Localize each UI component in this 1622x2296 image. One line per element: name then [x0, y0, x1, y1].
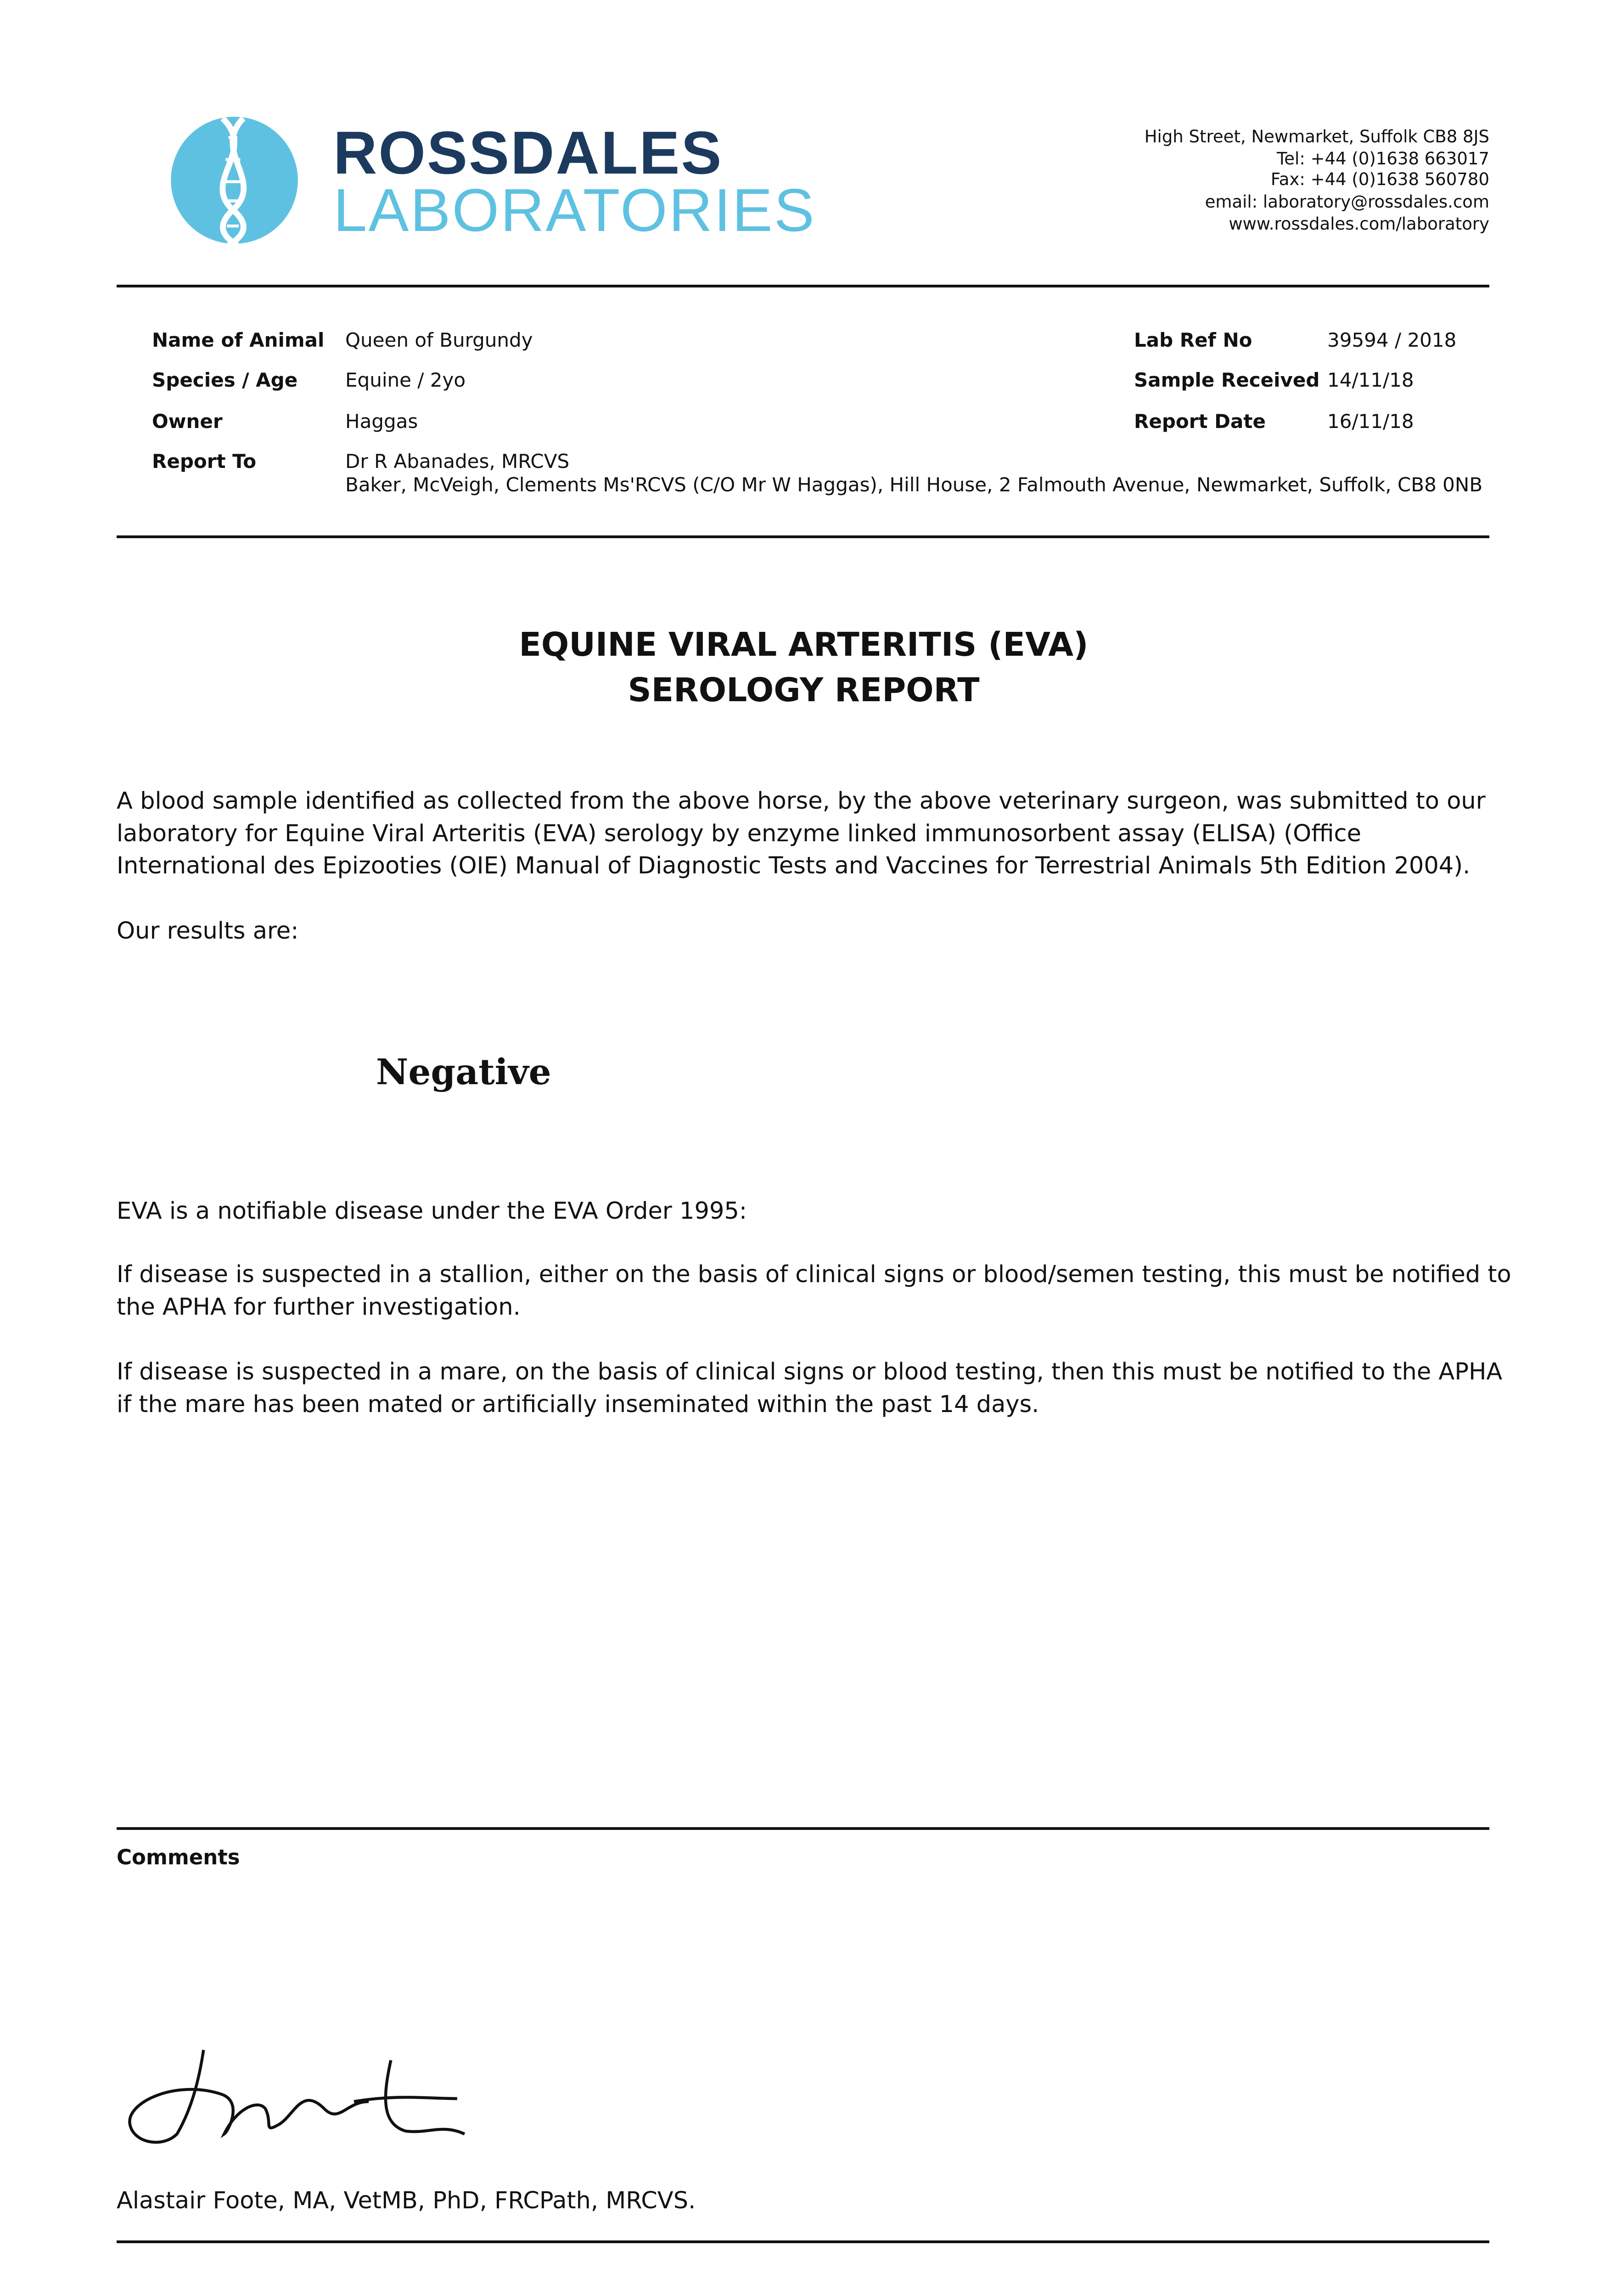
divider: [117, 1827, 1489, 1830]
intro-line: laboratory for Equine Viral Arteritis (EVA) serology by enzyme linked immunosorbent assay (ELISA) (Office: [117, 820, 1361, 847]
website-link[interactable]: www.rossdales.com/laboratory: [1229, 214, 1489, 234]
signature: [118, 2043, 472, 2153]
divider: [117, 535, 1489, 538]
received-label: Sample Received: [1134, 369, 1320, 391]
report-to-address: Baker, McVeigh, Clements Ms'RCVS (C/O Mr W Haggas), Hill House, 2 Falmouth Avenue, Newmarket, Suffolk, CB8 0NB: [345, 473, 1483, 496]
intro-line: A blood sample identified as collected from the above horse, by the above veterinary surgeon, was submitted to our: [117, 788, 1486, 815]
comments-label: Comments: [117, 1845, 240, 1869]
stallion-text: If disease is suspected in a stallion, either on the basis of clinical signs or blood/semen testing, this must be notified to: [117, 1261, 1511, 1288]
dna-helix-icon: [169, 115, 299, 245]
phone: Tel: +44 (0)1638 663017: [1276, 149, 1489, 169]
received-value: 14/11/18: [1327, 369, 1414, 391]
signatory-name: Alastair Foote, MA, VetMB, PhD, FRCPath, MRCVS.: [117, 2187, 696, 2214]
owner-label: Owner: [152, 410, 223, 433]
report-date-label: Report Date: [1134, 410, 1266, 433]
notifiable-text: EVA is a notifiable disease under the EVA Order 1995:: [117, 1198, 747, 1225]
mare-text: if the mare has been mated or artificially inseminated within the past 14 days.: [117, 1391, 1039, 1418]
logo-text-laboratories: LABORATORIES: [333, 176, 816, 244]
results-intro: Our results are:: [117, 917, 299, 945]
report-date-value: 16/11/18: [1327, 410, 1414, 433]
report-to-label: Report To: [152, 450, 257, 473]
report-title: EQUINE VIRAL ARTERITIS (EVA): [519, 625, 1089, 664]
stallion-text: the APHA for further investigation.: [117, 1294, 521, 1321]
result-value: Negative: [376, 1052, 551, 1093]
name-label: Name of Animal: [152, 329, 325, 351]
fax: Fax: +44 (0)1638 560780: [1270, 169, 1489, 189]
labref-value: 39594 / 2018: [1327, 329, 1457, 351]
mare-text: If disease is suspected in a mare, on the basis of clinical signs or blood testing, then this must be notified to the APHA: [117, 1358, 1503, 1385]
owner-value: Haggas: [345, 410, 418, 433]
divider: [117, 2240, 1489, 2243]
animal-name: Queen of Burgundy: [345, 329, 533, 351]
divider: [117, 285, 1489, 287]
email-link[interactable]: email: laboratory@rossdales.com: [1205, 192, 1489, 212]
report-to-vet: Dr R Abanades, MRCVS: [345, 450, 570, 473]
report-subtitle: SEROLOGY REPORT: [628, 671, 980, 709]
intro-line: International des Epizooties (OIE) Manual of Diagnostic Tests and Vaccines for Terrestrial Animals 5th Edition 2004).: [117, 852, 1470, 879]
labref-label: Lab Ref No: [1134, 329, 1252, 351]
species-label: Species / Age: [152, 369, 298, 391]
address-line: High Street, Newmarket, Suffolk CB8 8JS: [1144, 127, 1489, 146]
species-value: Equine / 2yo: [345, 369, 466, 391]
logo-text-rossdales: ROSSDALES: [333, 119, 723, 186]
